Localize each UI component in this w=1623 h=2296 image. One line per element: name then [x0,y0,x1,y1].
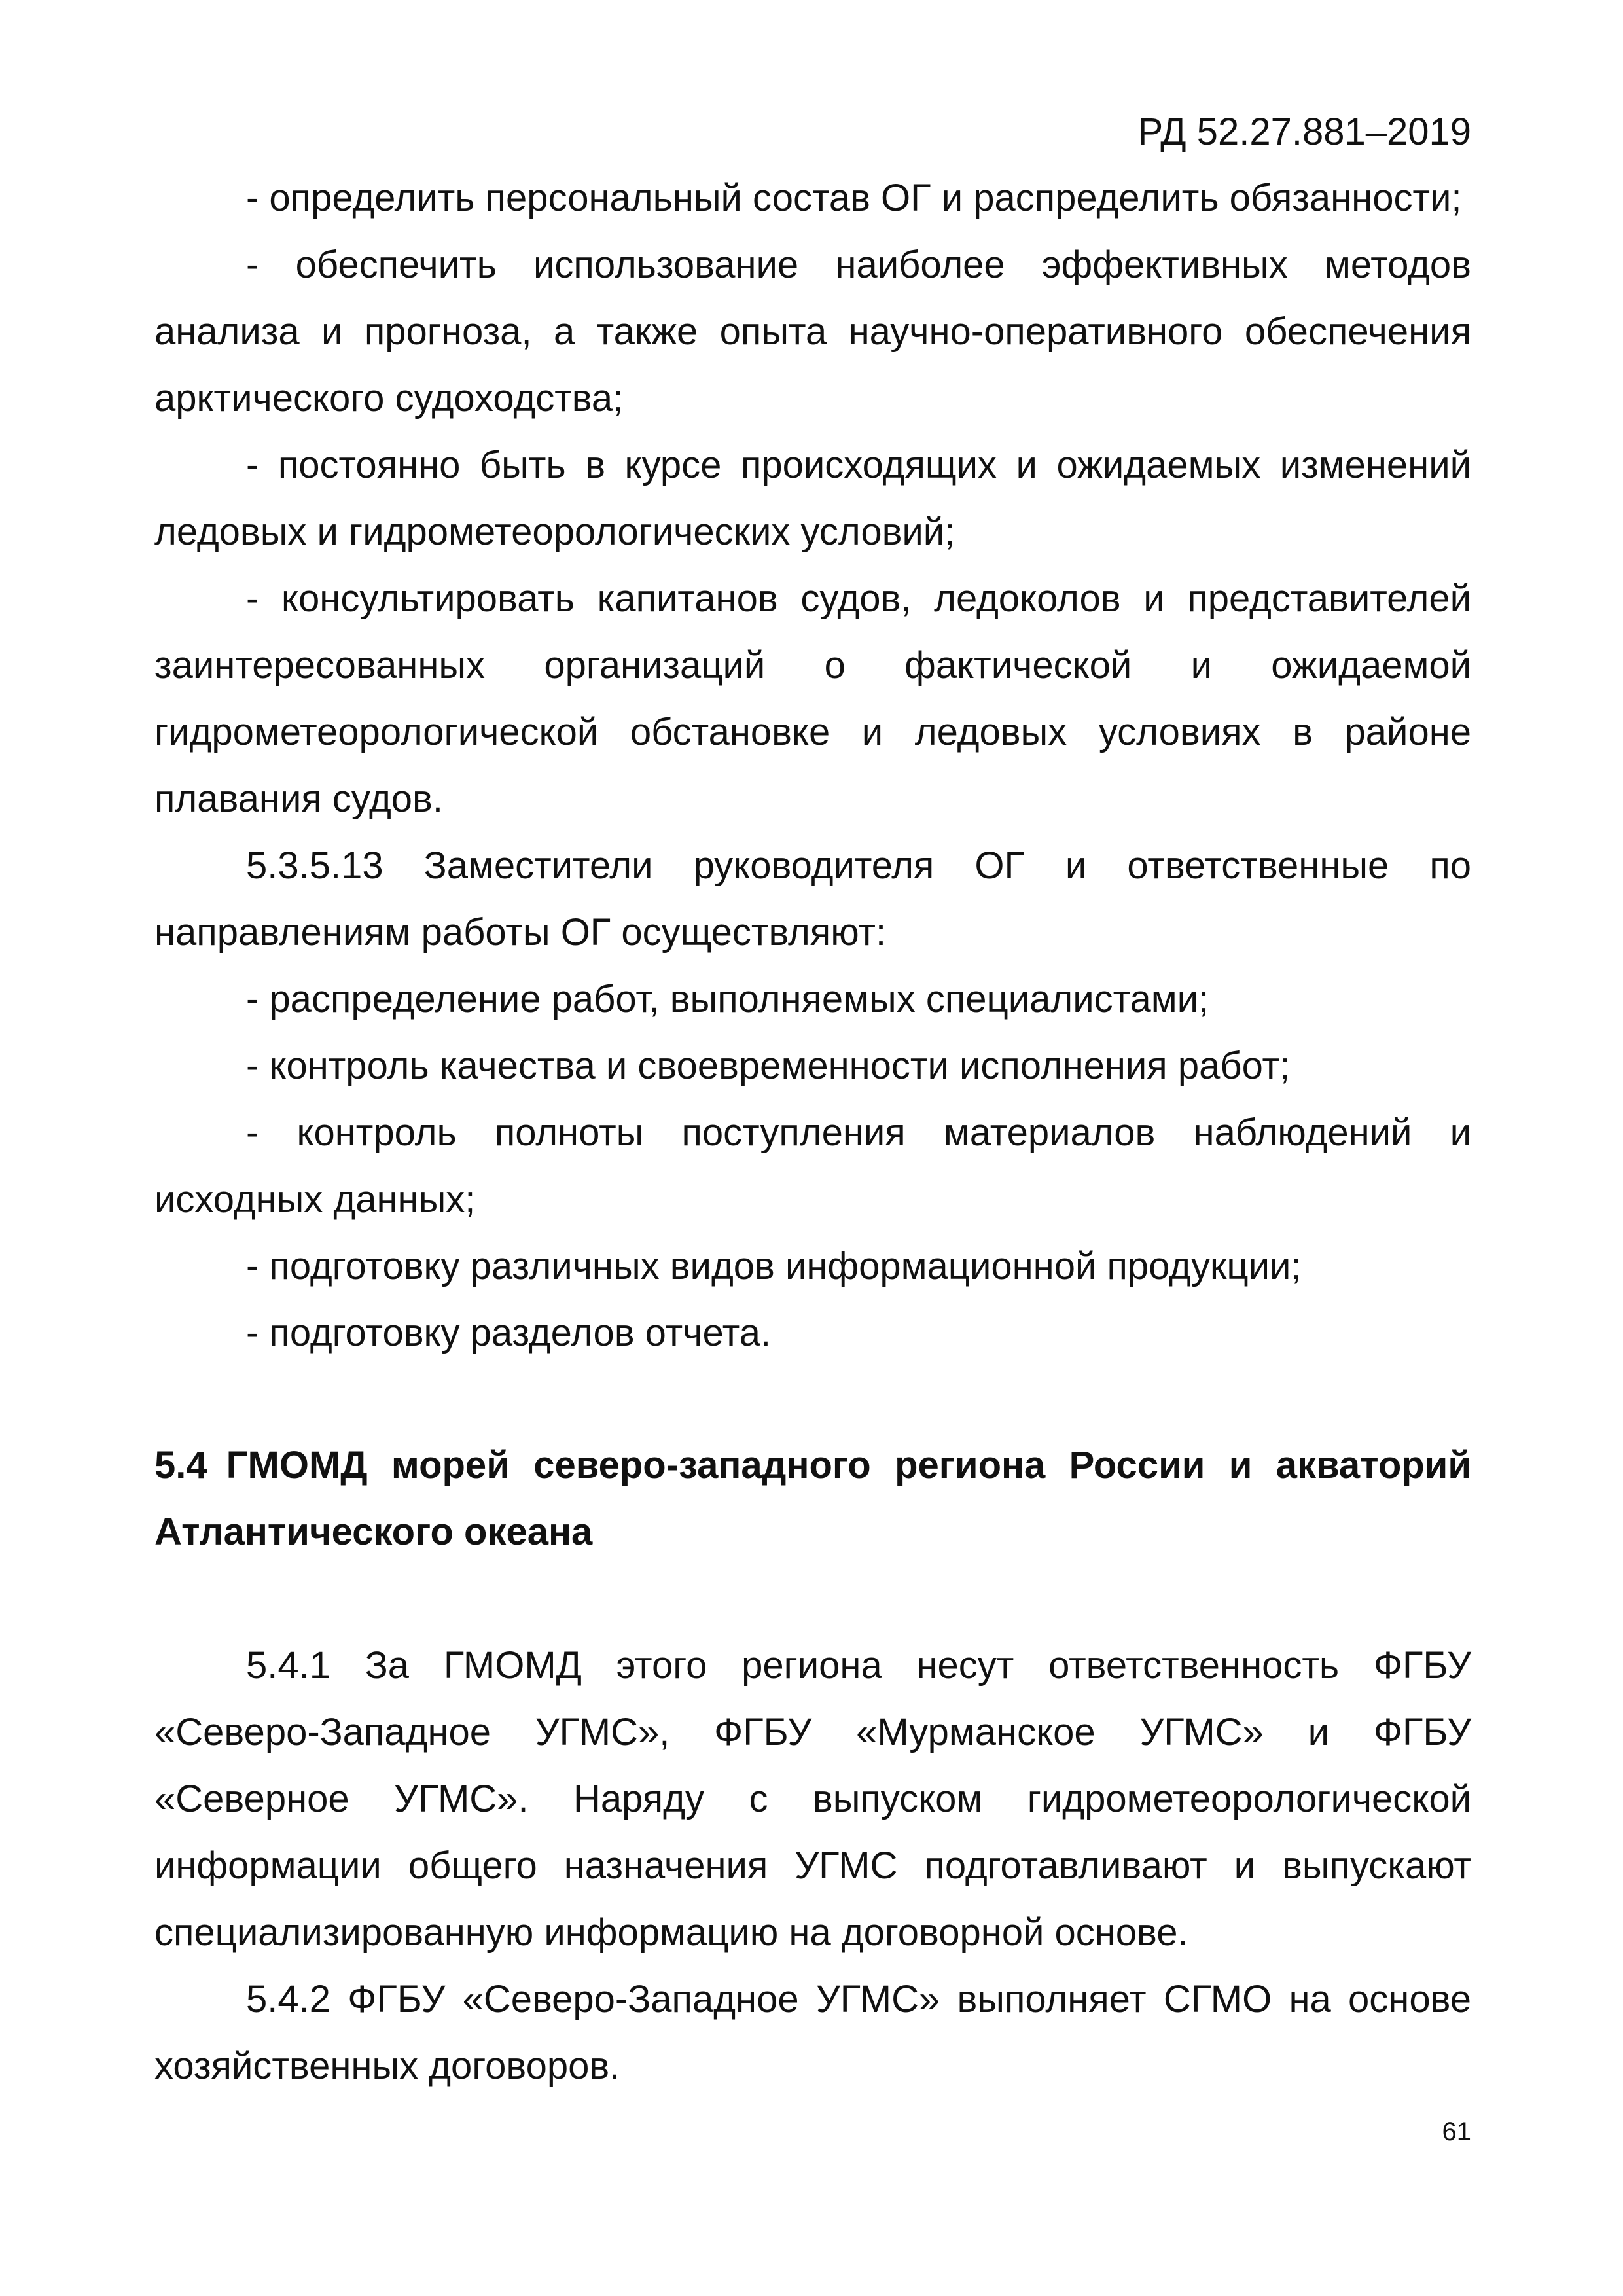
section-number: 5.4 [154,1444,207,1486]
section-heading [154,1432,1471,1566]
paragraph: 5.3.5.13 Заместители руководителя ОГ и ответственные по направлениям работы ОГ осуществляют: [154,844,1471,954]
paragraph: - обеспечить использование наиболее эффективных методов анализа и прогноза, а также опыта научно-оперативного обеспечения арктического судоходства; [154,243,1471,420]
paragraph: - подготовку разделов отчета. [246,1312,772,1354]
document-body [154,165,1471,2100]
paragraph: - контроль качества и своевременности исполнения работ; [246,1045,1291,1087]
paragraph: - распределение работ, выполняемых специалистами; [246,978,1209,1020]
page-number: 61 [1442,2117,1471,2146]
paragraph: - постоянно быть в курсе происходящих и ожидаемых изменений ледовых и гидрометеорологических условий; [154,444,1471,553]
paragraph: 5.4.2 ФГБУ «Северо-Западное УГМС» выполняет СГМО на основе хозяйственных договоров. [154,1978,1471,2087]
paragraph: - подготовку различных видов информационной продукции; [246,1245,1302,1287]
section-title: ГМОМД морей северо-западного региона России и акваторий Атлантического океана [154,1444,1471,1553]
paragraph: - контроль полноты поступления материалов наблюдений и исходных данных; [154,1111,1471,1221]
paragraph: - определить персональный состав ОГ и распределить обязанности; [246,177,1462,219]
paragraph: - консультировать капитанов судов, ледоколов и представителей заинтересованных организаций о фактической и ожидаемой гидрометеорологической обстановке и ледовых условиях в районе плавания судов. [154,577,1471,820]
paragraph: 5.4.1 За ГМОМД этого региона несут ответственность ФГБУ «Северо-Западное УГМС», ФГБУ «Мурманское УГМС» и ФГБУ «Северное УГМС». Наряду с выпуском гидрометеорологической информации общего назначения УГМС подготавливают и выпускают специализированную информацию на договорной основе. [154,1644,1471,1954]
document-code: РД 52.27.881–2019 [1137,111,1471,153]
